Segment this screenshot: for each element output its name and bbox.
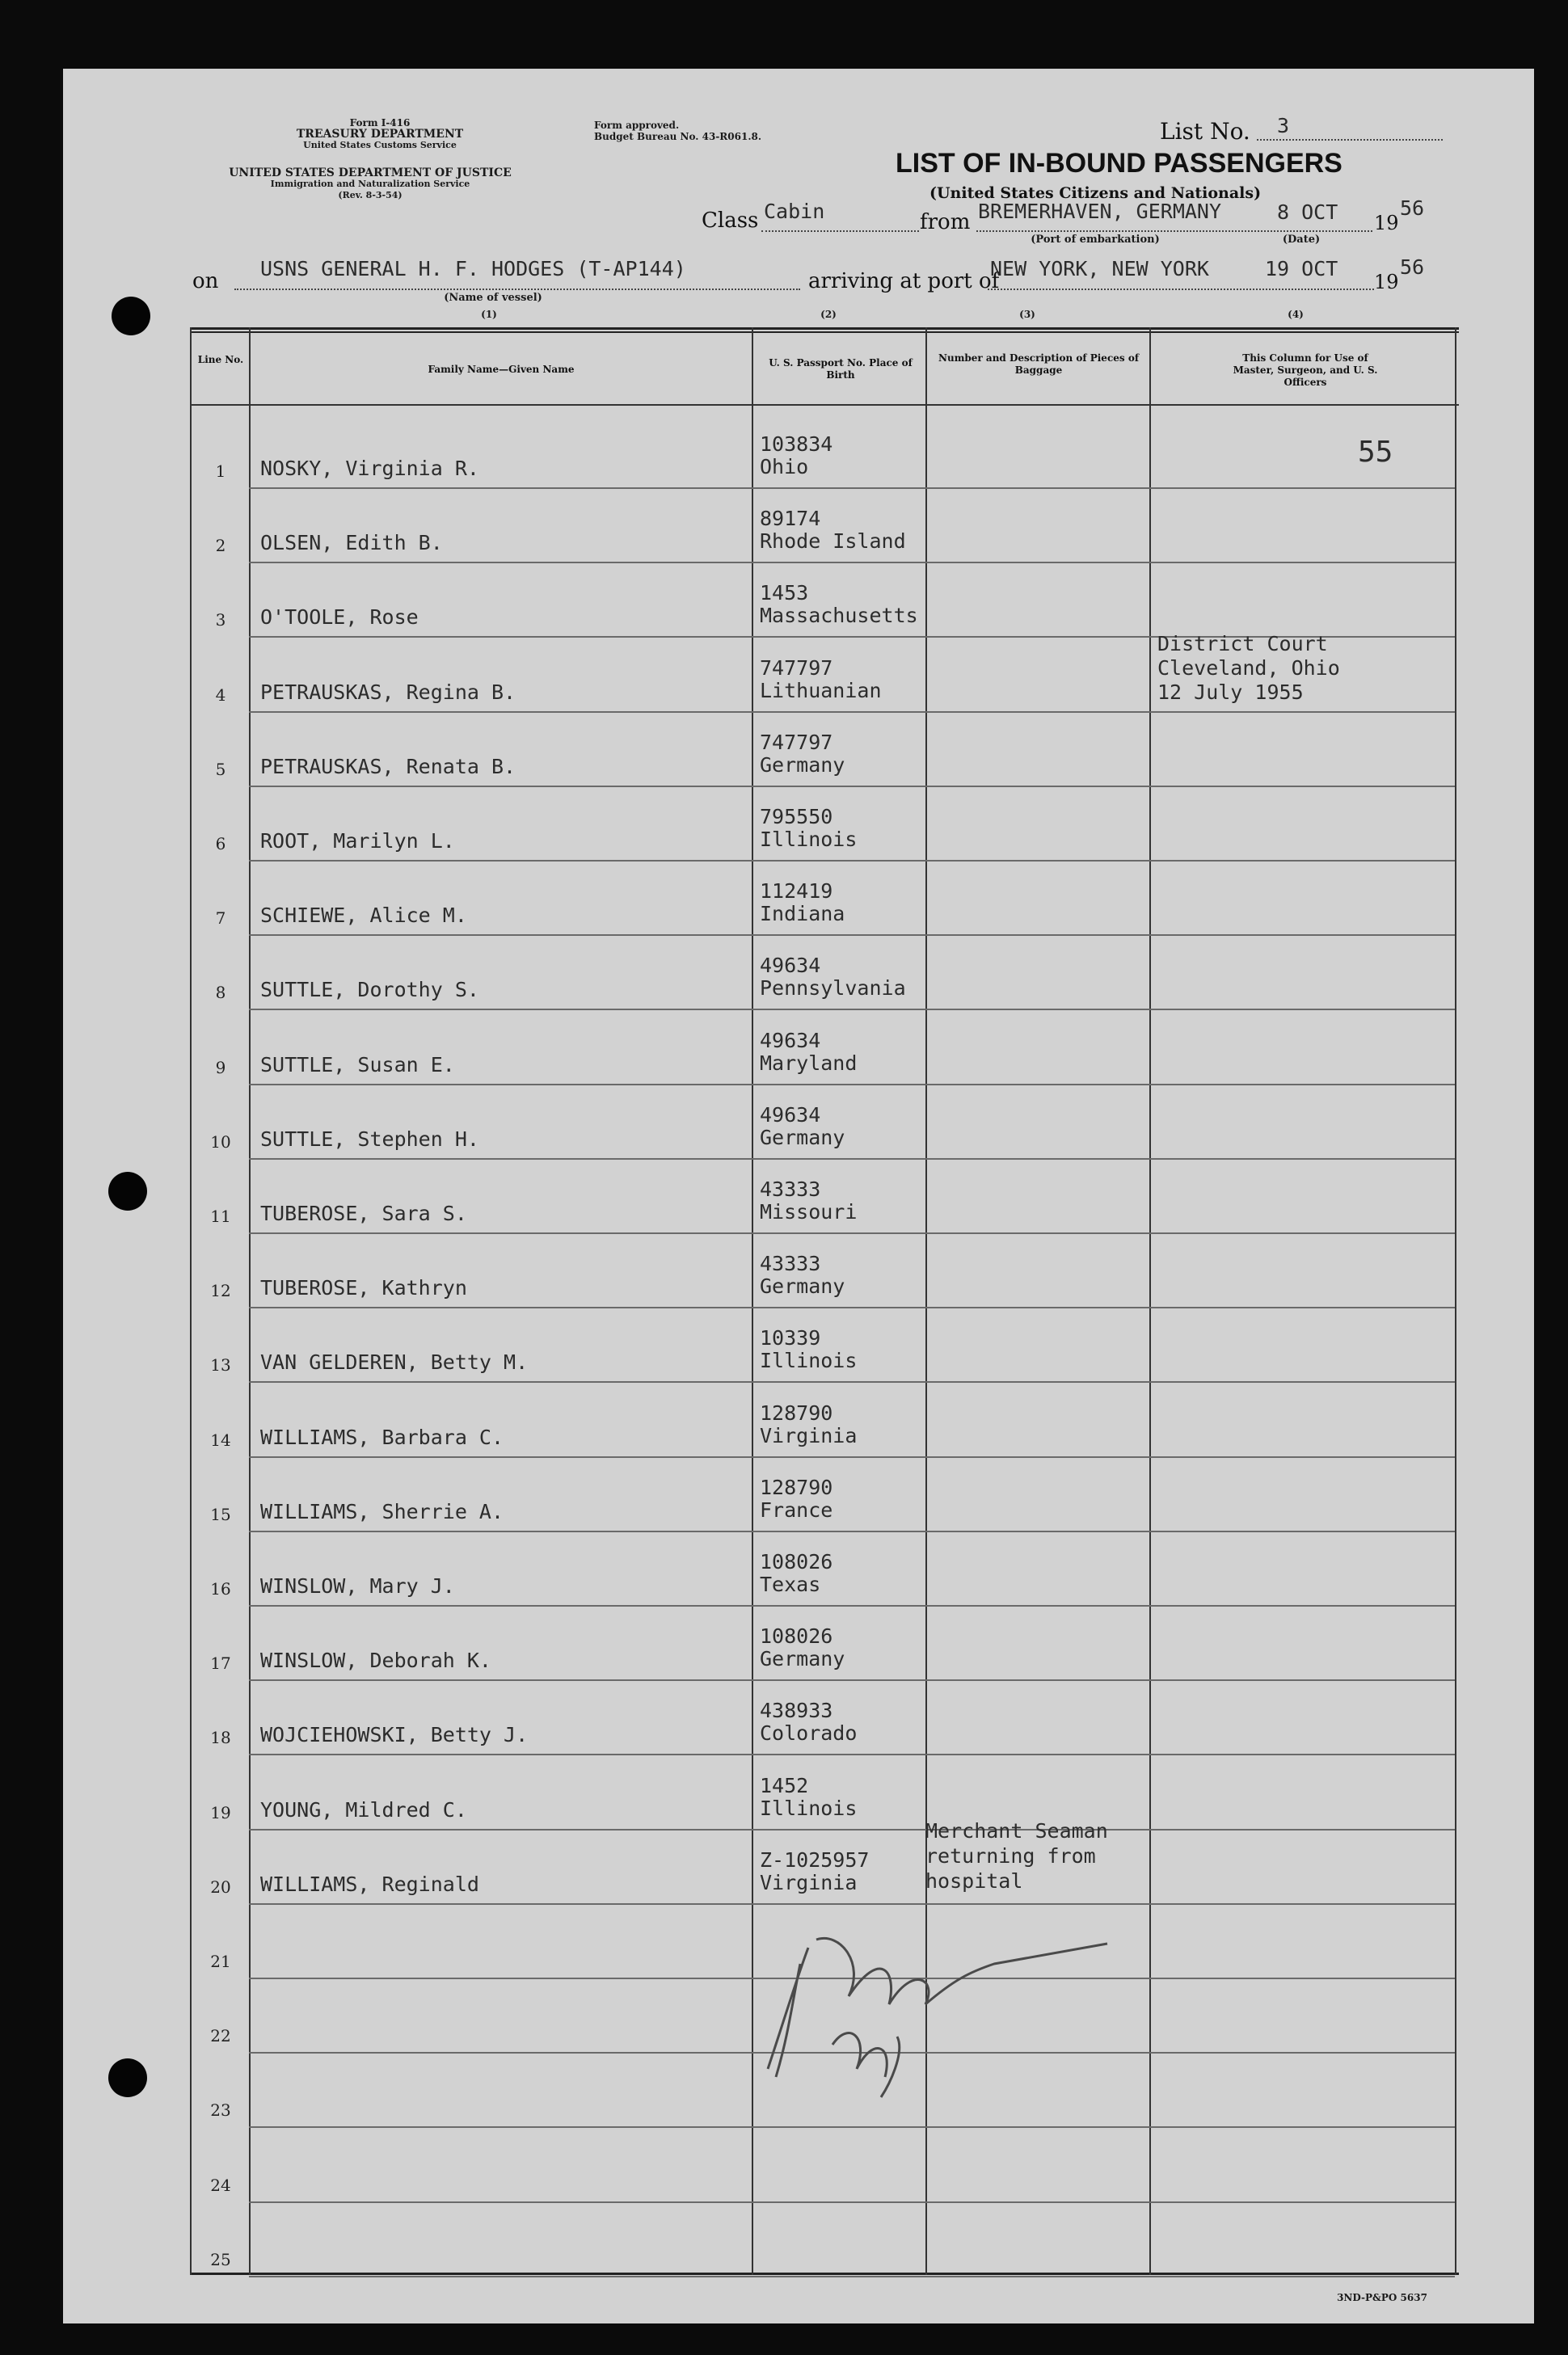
form-header-left: [242, 117, 517, 151]
baggage-note-row-20: Merchant Seaman returning from hospital: [925, 1819, 1108, 1893]
immigration-label: Immigration and Naturalization Service: [270, 179, 470, 189]
line-number: 3: [215, 610, 226, 630]
date-caption: (Date): [1282, 234, 1321, 246]
line-number: 7: [215, 908, 226, 928]
class-underline: [761, 230, 919, 232]
passenger-name: ROOT, Marilyn L.: [260, 829, 455, 853]
row-rule: [249, 1084, 1455, 1085]
passenger-name: WILLIAMS, Reginald: [260, 1873, 479, 1896]
line-number: 17: [210, 1654, 231, 1673]
table-bottom-border: [190, 2273, 1459, 2275]
passenger-name: WINSLOW, Deborah K.: [260, 1649, 491, 1672]
place-of-birth: Indiana: [760, 902, 845, 925]
place-of-birth: Maryland: [760, 1051, 858, 1075]
passport-number: 49634: [760, 1103, 821, 1127]
line-number: 12: [210, 1281, 231, 1300]
place-of-birth: Rhode Island: [760, 529, 906, 553]
line-number: 6: [215, 834, 226, 853]
table-left-border: [190, 327, 192, 2275]
row-rule: [249, 1754, 1455, 1755]
passport-number: Z-1025957: [760, 1848, 870, 1872]
row-rule: [249, 2276, 1455, 2277]
from-port: BREMERHAVEN, GERMANY: [978, 200, 1222, 223]
passenger-name: YOUNG, Mildred C.: [260, 1798, 467, 1822]
passport-number: 747797: [760, 656, 833, 680]
passport-number: 795550: [760, 805, 833, 828]
year-prefix-2: 19: [1374, 271, 1399, 293]
place-of-birth: Missouri: [760, 1200, 858, 1224]
passenger-name: TUBEROSE, Kathryn: [260, 1276, 467, 1300]
column-divider: [1149, 327, 1151, 2275]
passport-number: 128790: [760, 1401, 833, 1425]
line-number: 5: [215, 760, 226, 779]
line-number: 20: [210, 1877, 231, 1897]
line-number: 8: [215, 983, 226, 1002]
passenger-name: PETRAUSKAS, Regina B.: [260, 680, 516, 704]
place-of-birth: Germany: [760, 1274, 845, 1298]
passenger-name: PETRAUSKAS, Renata B.: [260, 755, 516, 778]
passenger-name: WILLIAMS, Sherrie A.: [260, 1500, 504, 1523]
passport-number: 747797: [760, 731, 833, 754]
arriving-label: arriving at port of: [808, 269, 1000, 293]
arrival-underline: [988, 289, 1374, 290]
line-number: 2: [215, 536, 226, 555]
passport-number: 103834: [760, 432, 833, 456]
passenger-name: OLSEN, Edith B.: [260, 531, 443, 554]
row-rule: [249, 2126, 1455, 2128]
passenger-name: NOSKY, Virginia R.: [260, 457, 479, 480]
place-of-birth: Colorado: [760, 1721, 858, 1745]
passport-number: 43333: [760, 1178, 821, 1201]
class-label: Class: [702, 209, 759, 233]
passport-number: 43333: [760, 1252, 821, 1275]
vessel-underline: [234, 289, 800, 290]
line-number: 4: [215, 685, 226, 705]
row-rule: [249, 860, 1455, 862]
class-value: Cabin: [764, 200, 825, 223]
treasury-label: TREASURY DEPARTMENT: [296, 128, 464, 141]
approved-label: Form approved.: [594, 120, 680, 131]
table-top-border: [190, 327, 1459, 330]
arrival-date: 19 OCT: [1265, 257, 1338, 280]
row-rule: [249, 786, 1455, 787]
year-prefix-1: 19: [1374, 212, 1399, 234]
col-header-name: Family Name—Given Name: [428, 364, 575, 375]
officer-note-row-1: 55: [1358, 436, 1393, 469]
passport-number: 49634: [760, 954, 821, 977]
passport-number: 1453: [760, 581, 809, 605]
row-rule: [249, 1829, 1455, 1830]
row-rule: [249, 1605, 1455, 1607]
on-label: on: [192, 269, 219, 293]
passenger-name: O'TOOLE, Rose: [260, 605, 419, 629]
line-number: 1: [215, 461, 226, 481]
column-number-3: (3): [1019, 309, 1035, 320]
line-number: 21: [210, 1952, 231, 1971]
passport-number: 89174: [760, 507, 821, 530]
row-rule: [249, 1903, 1455, 1905]
list-no-underline: [1257, 139, 1443, 141]
passport-number: 438933: [760, 1699, 833, 1722]
line-number: 14: [210, 1430, 231, 1450]
budget-label: Budget Bureau No. 43-R061.8.: [594, 131, 762, 142]
place-of-birth: Germany: [760, 1647, 845, 1670]
printer-code: 3ND-P&PO 5637: [1337, 2292, 1427, 2303]
place-of-birth: Illinois: [760, 1797, 858, 1820]
list-no-label: List No.: [1160, 118, 1250, 145]
justice-label: UNITED STATES DEPARTMENT OF JUSTICE: [229, 166, 512, 179]
line-number: 19: [210, 1803, 231, 1822]
passenger-name: WOJCIEHOWSKI, Betty J.: [260, 1723, 529, 1746]
row-rule: [249, 1232, 1455, 1234]
row-rule: [249, 562, 1455, 563]
inspector-signature: [752, 1915, 1123, 2101]
line-number: 24: [210, 2176, 231, 2195]
passport-number: 112419: [760, 879, 833, 903]
table-right-border: [1455, 327, 1456, 2275]
passenger-name: SUTTLE, Stephen H.: [260, 1127, 479, 1151]
place-of-birth: Pennsylvania: [760, 976, 906, 1000]
line-number: 25: [210, 2250, 231, 2269]
row-rule: [249, 1679, 1455, 1681]
passenger-name: SCHIEWE, Alice M.: [260, 904, 467, 927]
row-rule: [249, 711, 1455, 713]
column-number-1: (1): [481, 309, 497, 320]
row-rule: [249, 1009, 1455, 1010]
justice-header: [184, 167, 556, 201]
port-embarkation-caption: (Port of embarkation): [1031, 234, 1160, 246]
form-number: Form I-416: [349, 117, 411, 128]
place-of-birth: Virginia: [760, 1871, 858, 1894]
row-rule: [249, 2201, 1455, 2203]
place-of-birth: Germany: [760, 1126, 845, 1149]
col-header-line: Line No.: [197, 354, 244, 365]
place-of-birth: Lithuanian: [760, 679, 882, 702]
passenger-name: WINSLOW, Mary J.: [260, 1574, 455, 1598]
from-date: 8 OCT: [1277, 200, 1338, 224]
year-suffix-1: 56: [1400, 196, 1425, 220]
place-of-birth: Illinois: [760, 828, 858, 851]
form-title: LIST OF IN-BOUND PASSENGERS: [896, 148, 1342, 179]
punch-hole: [108, 1172, 147, 1211]
line-number: 15: [210, 1505, 231, 1524]
col-header-passport: U. S. Passport No. Place of Birth: [769, 357, 913, 381]
row-rule: [249, 934, 1455, 936]
passport-number: 49634: [760, 1029, 821, 1052]
list-no-value: 3: [1277, 114, 1290, 137]
row-rule: [249, 1381, 1455, 1383]
table-top-border-inner: [190, 331, 1459, 333]
passport-number: 10339: [760, 1326, 821, 1350]
form-subtitle: (United States Citizens and Nationals): [929, 184, 1262, 202]
passport-number: 128790: [760, 1476, 833, 1499]
line-number: 13: [210, 1355, 231, 1375]
passenger-name: TUBEROSE, Sara S.: [260, 1202, 467, 1225]
row-rule: [249, 1307, 1455, 1308]
passenger-name: SUTTLE, Dorothy S.: [260, 978, 479, 1001]
customs-label: United States Customs Service: [303, 140, 457, 150]
passenger-name: WILLIAMS, Barbara C.: [260, 1426, 504, 1449]
col-header-baggage: Number and Description of Pieces of Baggage: [938, 352, 1139, 376]
row-rule: [249, 1456, 1455, 1458]
from-label: from: [920, 210, 971, 234]
year-suffix-2: 56: [1400, 255, 1425, 279]
vessel-caption: (Name of vessel): [444, 292, 542, 304]
line-number: 22: [210, 2026, 231, 2045]
passport-number: 108026: [760, 1624, 833, 1648]
passport-number: 1452: [760, 1774, 809, 1797]
row-rule: [249, 487, 1455, 489]
budget-block: [594, 120, 820, 142]
passenger-name: SUTTLE, Susan E.: [260, 1053, 455, 1076]
line-number: 16: [210, 1579, 231, 1599]
line-number: 23: [210, 2100, 231, 2120]
punch-hole: [112, 297, 150, 335]
col-header-officers: This Column for Use of Master, Surgeon, and U. S. Officers: [1233, 352, 1378, 388]
line-number: 18: [210, 1728, 231, 1747]
place-of-birth: France: [760, 1498, 833, 1522]
column-number-2: (2): [820, 309, 837, 320]
line-number: 11: [210, 1207, 231, 1226]
revision-label: (Rev. 8-3-54): [338, 190, 403, 200]
passport-number: 108026: [760, 1550, 833, 1574]
place-of-birth: Illinois: [760, 1349, 858, 1372]
line-number: 10: [210, 1132, 231, 1152]
line-number: 9: [215, 1058, 226, 1077]
place-of-birth: Ohio: [760, 455, 809, 478]
place-of-birth: Germany: [760, 753, 845, 777]
punch-hole: [108, 2058, 147, 2097]
header-divider: [190, 404, 1459, 406]
column-number-4: (4): [1288, 309, 1304, 320]
from-underline: [976, 230, 1372, 232]
place-of-birth: Texas: [760, 1573, 821, 1596]
row-rule: [249, 1531, 1455, 1532]
officer-note-row-4: District Court Cleveland, Ohio 12 July 1955: [1157, 632, 1340, 704]
vessel-name: USNS GENERAL H. F. HODGES (T-AP144): [260, 257, 686, 280]
column-divider: [249, 327, 251, 2275]
place-of-birth: Virginia: [760, 1424, 858, 1447]
place-of-birth: Massachusetts: [760, 604, 918, 627]
row-rule: [249, 1158, 1455, 1160]
passenger-name: VAN GELDEREN, Betty M.: [260, 1350, 529, 1374]
arrival-port: NEW YORK, NEW YORK: [990, 257, 1209, 280]
